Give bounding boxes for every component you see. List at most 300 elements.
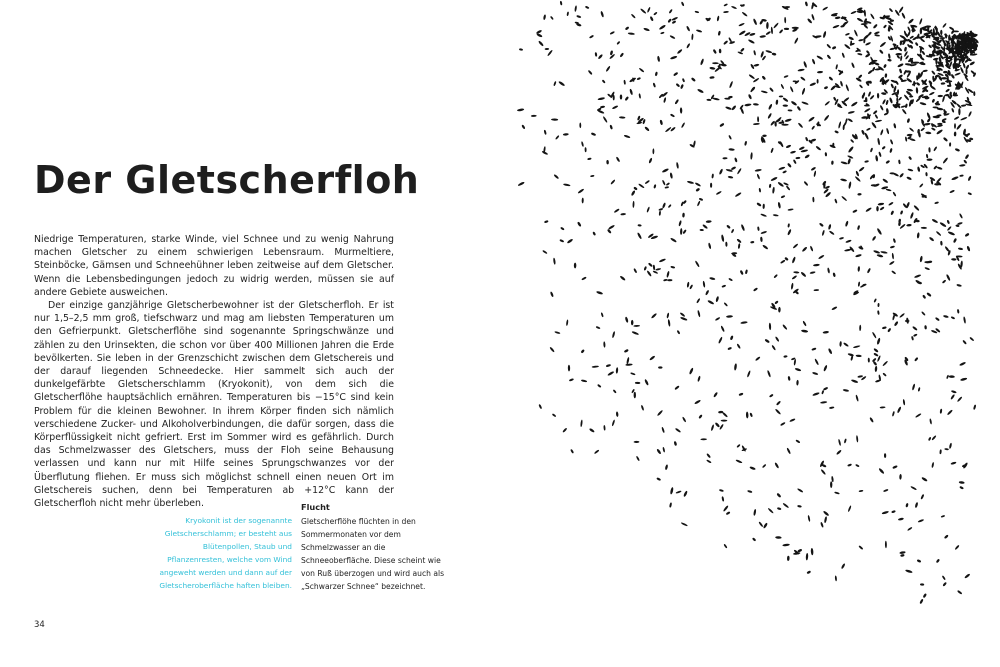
flea-mark bbox=[709, 277, 715, 281]
flea-mark bbox=[597, 109, 605, 114]
flea-mark bbox=[941, 82, 946, 85]
flea-mark bbox=[737, 168, 742, 175]
flea-mark bbox=[653, 265, 656, 271]
flea-mark bbox=[780, 422, 786, 426]
flea-mark bbox=[942, 279, 947, 283]
flea-mark bbox=[663, 97, 666, 103]
flea-mark bbox=[719, 123, 724, 128]
flea-mark bbox=[963, 159, 967, 164]
flea-mark bbox=[878, 151, 882, 157]
flea-mark bbox=[702, 224, 708, 229]
flea-mark bbox=[847, 158, 851, 164]
flea-mark bbox=[875, 155, 878, 162]
flea-mark bbox=[718, 336, 723, 343]
flea-mark bbox=[901, 12, 906, 19]
flea-mark bbox=[802, 320, 807, 326]
flea-mark bbox=[858, 74, 863, 79]
flea-mark bbox=[828, 224, 832, 230]
flea-mark bbox=[581, 379, 588, 382]
flea-mark bbox=[868, 91, 872, 97]
flea-mark bbox=[697, 376, 701, 382]
flea-mark bbox=[718, 31, 721, 36]
flea-mark bbox=[878, 202, 885, 205]
flea-mark bbox=[848, 36, 854, 41]
flea-mark bbox=[841, 563, 846, 569]
flea-mark bbox=[755, 169, 762, 172]
flea-mark bbox=[904, 47, 907, 52]
flea-mark bbox=[905, 136, 908, 141]
flea-mark bbox=[587, 157, 592, 160]
flea-mark bbox=[681, 1, 685, 6]
flea-mark bbox=[698, 414, 703, 419]
flea-mark bbox=[822, 6, 828, 11]
flea-mark bbox=[673, 72, 678, 77]
flea-mark bbox=[666, 271, 670, 278]
flea-mark bbox=[691, 34, 693, 41]
flea-mark bbox=[790, 86, 794, 93]
flea-mark bbox=[969, 61, 975, 66]
flea-mark bbox=[880, 251, 887, 254]
flea-mark bbox=[779, 95, 784, 97]
flea-mark bbox=[695, 182, 702, 187]
flea-mark bbox=[885, 160, 890, 164]
flea-mark bbox=[960, 377, 967, 381]
flea-mark bbox=[872, 174, 875, 179]
flea-mark bbox=[602, 116, 607, 123]
flea-mark bbox=[936, 559, 940, 564]
flea-mark bbox=[848, 146, 855, 153]
flea-mark bbox=[908, 18, 915, 24]
flea-mark bbox=[786, 144, 792, 148]
flea-mark bbox=[727, 347, 732, 351]
flea-mark bbox=[709, 67, 715, 70]
flea-mark bbox=[900, 554, 905, 557]
flea-mark bbox=[765, 50, 772, 54]
flea-mark bbox=[823, 331, 829, 334]
flea-mark bbox=[640, 8, 647, 14]
flea-mark bbox=[566, 11, 569, 16]
flea-mark bbox=[931, 98, 935, 103]
flea-mark bbox=[560, 1, 563, 6]
flea-mark bbox=[757, 116, 759, 122]
flea-mark bbox=[711, 173, 714, 178]
flea-mark bbox=[775, 408, 782, 415]
flea-mark bbox=[774, 462, 779, 469]
flea-mark bbox=[637, 224, 641, 227]
flea-mark bbox=[625, 363, 632, 366]
flea-mark bbox=[801, 101, 809, 105]
flea-mark bbox=[824, 86, 829, 90]
flea-mark bbox=[680, 201, 683, 206]
flea-mark bbox=[960, 116, 968, 120]
flea-mark bbox=[859, 325, 861, 331]
flea-mark bbox=[949, 26, 955, 31]
flea-mark bbox=[963, 316, 966, 323]
flea-mark bbox=[823, 365, 828, 372]
flea-mark bbox=[810, 271, 816, 274]
flea-mark bbox=[926, 112, 931, 120]
flea-mark bbox=[632, 201, 634, 208]
flea-mark bbox=[721, 234, 725, 242]
flea-mark bbox=[855, 464, 860, 468]
flea-mark bbox=[655, 268, 661, 271]
flea-mark bbox=[916, 87, 919, 94]
flea-mark bbox=[696, 29, 703, 33]
flea-mark bbox=[662, 180, 666, 186]
flea-mark bbox=[714, 66, 721, 72]
flea-mark bbox=[597, 97, 605, 101]
flea-mark bbox=[884, 73, 887, 78]
flea-mark bbox=[660, 32, 664, 35]
flea-mark bbox=[924, 267, 930, 271]
flea-mark bbox=[721, 496, 724, 501]
flea-mark bbox=[906, 224, 912, 227]
flea-mark bbox=[917, 166, 921, 172]
flea-mark bbox=[957, 309, 960, 314]
flea-mark bbox=[635, 382, 640, 384]
body-paragraph-2: Der einzige ganzjährige Gletscherbewohner ist der Gletscherfloh. Er ist nur 1,5–2,5 mm groß, tiefschwarz und mag am liebsten Temperaturen um den Gefrierpunkt. Gletscherflöhe sind sogenannte Springschwänze und zählen zu den Urinsekten, die schon vor über 400 Millionen Jahren die Erde bevölkerten. Sie leben in der Grenzschicht zwischen dem Gletschereis und der darauf liegenden Schneedecke. Hier sammelt sich auch der dunkelgefärbte Gletscherschlamm (Kryokonit), von dem sich die Gletscherflöhe hauptsächlich ernähren. Temperaturen bis −15°C sind kein Problem für die kleinen Bewohner. In ihrem Körper finden sich nämlich verschiedene Zucker- und Alkoholverbindungen, die dafür sorgen, dass die Körperflüssigkeit nicht gefriert. Erst im Sommer wird es gefährlich. Durch das Schmelzwasser des Gletschers, muss der Floh seine Behausung verlassen und kann nur mit Hilfe seines Sprungschwanzes vor der Überflutung fliehen. Er muss sich möglichst schnell einen neuen Ort im Gletschereis suchen, denn bei Temperaturen ab +12°C kann der Gletscherfloh nicht mehr überleben. bbox=[34, 300, 394, 510]
flea-mark bbox=[834, 199, 837, 204]
flea-mark bbox=[899, 474, 902, 480]
flea-mark bbox=[855, 254, 862, 258]
flea-mark bbox=[950, 461, 956, 465]
flea-mark bbox=[810, 246, 814, 252]
flea-mark bbox=[918, 387, 921, 392]
flea-mark bbox=[838, 439, 841, 446]
flea-mark bbox=[786, 447, 791, 454]
flea-mark bbox=[519, 48, 523, 51]
flea-mark bbox=[680, 312, 686, 317]
flea-mark bbox=[914, 357, 919, 362]
flea-mark bbox=[746, 412, 749, 419]
flea-mark bbox=[850, 139, 854, 143]
flea-mark bbox=[689, 367, 694, 374]
flea-mark bbox=[657, 56, 660, 62]
flea-mark bbox=[842, 21, 849, 27]
flea-mark bbox=[783, 355, 787, 358]
flea-mark bbox=[687, 181, 694, 185]
flea-mark bbox=[607, 371, 614, 377]
flea-mark bbox=[966, 246, 970, 252]
flea-mark bbox=[731, 105, 736, 111]
flea-mark bbox=[702, 281, 705, 288]
flea-mark bbox=[626, 357, 630, 365]
flea-mark bbox=[659, 211, 661, 216]
flea-mark bbox=[938, 95, 944, 98]
flea-mark bbox=[713, 392, 718, 398]
flea-mark bbox=[747, 370, 751, 377]
flea-mark bbox=[723, 505, 729, 512]
flea-mark bbox=[838, 121, 842, 129]
flea-mark bbox=[738, 243, 741, 249]
flea-mark bbox=[589, 35, 594, 39]
flea-mark bbox=[768, 104, 773, 111]
flea-mark bbox=[728, 135, 732, 140]
flea-mark bbox=[753, 287, 758, 292]
flea-mark bbox=[761, 75, 766, 80]
flea-mark bbox=[802, 246, 808, 252]
flea-mark bbox=[887, 59, 892, 62]
flea-mark bbox=[918, 519, 925, 523]
flea-mark bbox=[811, 166, 817, 171]
flea-mark bbox=[912, 383, 916, 390]
flea-mark bbox=[748, 94, 752, 100]
page-number: 34 bbox=[34, 620, 45, 630]
flea-mark bbox=[902, 108, 908, 114]
flea-mark bbox=[600, 11, 604, 18]
flea-mark bbox=[783, 104, 788, 106]
flea-mark bbox=[884, 453, 886, 458]
flea-mark bbox=[903, 94, 909, 101]
flea-mark bbox=[961, 104, 966, 107]
flea-mark bbox=[662, 202, 666, 208]
flea-mark bbox=[797, 505, 802, 508]
flea-mark bbox=[731, 229, 735, 234]
flea-mark bbox=[705, 290, 710, 296]
flea-mark bbox=[925, 131, 931, 134]
flea-mark bbox=[848, 353, 855, 357]
flea-mark bbox=[858, 39, 863, 42]
flea-mark bbox=[875, 366, 878, 372]
flea-mark bbox=[843, 97, 850, 103]
flea-mark bbox=[940, 30, 942, 35]
flea-mark bbox=[959, 481, 965, 484]
flea-mark bbox=[859, 490, 864, 493]
flea-mark bbox=[639, 67, 645, 72]
flea-mark bbox=[879, 105, 884, 111]
flea-mark bbox=[680, 107, 683, 113]
flea-mark bbox=[721, 420, 728, 422]
flea-mark bbox=[832, 46, 837, 50]
flea-mark bbox=[897, 406, 902, 413]
flea-mark bbox=[903, 399, 906, 405]
flea-mark bbox=[919, 56, 925, 61]
flea-mark bbox=[811, 347, 816, 351]
page-title: Der Gletscherfloh bbox=[34, 158, 420, 202]
flea-mark bbox=[749, 412, 753, 417]
flea-mark bbox=[616, 367, 619, 374]
flea-mark bbox=[682, 213, 685, 218]
flea-mark bbox=[965, 69, 967, 74]
flea-mark bbox=[908, 156, 912, 161]
flea-mark bbox=[950, 74, 955, 80]
flea-mark bbox=[920, 494, 924, 500]
flea-mark bbox=[724, 302, 729, 307]
flea-mark bbox=[579, 122, 581, 128]
flea-mark bbox=[876, 337, 880, 344]
flea-mark bbox=[828, 348, 833, 355]
flea-mark bbox=[652, 148, 654, 154]
flea-mark bbox=[813, 264, 820, 267]
flea-mark bbox=[741, 224, 746, 231]
flea-mark bbox=[760, 213, 767, 217]
flea-mark bbox=[755, 356, 761, 361]
flea-mark bbox=[585, 6, 590, 10]
flea-mark bbox=[880, 406, 886, 408]
flea-mark bbox=[782, 543, 790, 546]
flea-mark bbox=[873, 353, 878, 357]
flea-mark bbox=[942, 582, 947, 587]
flea-mark bbox=[560, 227, 565, 231]
flea-mark bbox=[893, 172, 900, 177]
flea-mark bbox=[648, 157, 652, 163]
flea-mark bbox=[919, 183, 924, 188]
flea-mark bbox=[659, 120, 663, 126]
flea-mark bbox=[939, 449, 942, 454]
flea-mark bbox=[795, 157, 800, 160]
flea-mark bbox=[740, 47, 745, 52]
flea-mark bbox=[631, 13, 636, 18]
flea-mark bbox=[740, 321, 747, 324]
flea-mark bbox=[923, 163, 928, 169]
flea-mark bbox=[773, 22, 779, 29]
flea-mark bbox=[820, 401, 827, 404]
kryokonit-sidenote: Kryokonit ist der sogenannte Gletscherschlamm; er besteht aus Blütenpollen, Staub und Pflanzenresten, welche vom Wind angeweht werden und dann auf der Gletscheroberfläche haften bleiben. bbox=[159, 516, 292, 590]
flea-mark bbox=[521, 124, 525, 129]
flea-mark bbox=[969, 337, 974, 342]
flea-mark bbox=[742, 11, 748, 17]
flea-mark bbox=[602, 79, 606, 83]
flea-mark bbox=[809, 82, 816, 87]
flea-mark bbox=[954, 132, 957, 137]
flea-mark bbox=[670, 487, 674, 495]
flea-mark bbox=[812, 197, 814, 203]
flea-mark bbox=[856, 355, 862, 358]
flea-mark bbox=[931, 435, 936, 441]
flea-mark bbox=[889, 8, 894, 13]
flea-mark bbox=[644, 126, 650, 132]
flea-mark bbox=[872, 236, 877, 242]
flea-mark bbox=[915, 42, 919, 47]
flea-mark bbox=[845, 239, 852, 243]
flea-mark bbox=[847, 505, 851, 512]
flea-mark bbox=[762, 204, 764, 209]
flea-mark bbox=[762, 244, 768, 250]
flea-mark bbox=[625, 26, 630, 30]
flea-mark bbox=[680, 316, 688, 321]
flea-mark bbox=[811, 14, 815, 21]
flea-mark bbox=[882, 372, 887, 376]
flea-mark bbox=[629, 89, 633, 96]
flea-mark bbox=[915, 413, 922, 418]
flea-mark bbox=[663, 279, 668, 282]
flea-mark bbox=[550, 16, 554, 20]
flea-mark bbox=[686, 26, 691, 32]
flea-mark bbox=[616, 156, 621, 162]
flea-mark bbox=[906, 176, 912, 181]
flea-mark bbox=[947, 409, 953, 415]
flea-mark bbox=[844, 438, 847, 443]
flea-mark bbox=[797, 68, 804, 71]
flea-mark bbox=[878, 468, 885, 475]
flea-mark bbox=[613, 95, 615, 101]
flea-mark bbox=[778, 166, 785, 170]
flea-mark bbox=[858, 545, 863, 550]
flea-mark bbox=[808, 116, 815, 122]
flea-mark bbox=[753, 63, 759, 66]
flea-mark bbox=[922, 294, 926, 299]
flea-mark bbox=[945, 88, 950, 92]
flea-mark bbox=[608, 224, 615, 230]
flea-mark bbox=[655, 71, 658, 76]
flea-mark bbox=[826, 44, 831, 49]
flea-mark bbox=[675, 428, 681, 433]
body-text bbox=[34, 233, 394, 510]
flea-mark bbox=[943, 137, 948, 142]
flea-mark bbox=[538, 404, 542, 409]
flea-mark bbox=[777, 507, 782, 510]
flea-mark bbox=[674, 385, 680, 390]
flea-mark bbox=[949, 443, 952, 449]
flea-mark bbox=[919, 18, 923, 25]
flea-mark bbox=[891, 270, 896, 275]
flea-mark bbox=[715, 422, 721, 428]
flea-mark bbox=[821, 390, 824, 395]
flea-mark bbox=[905, 503, 908, 508]
flea-mark bbox=[856, 17, 863, 22]
flea-mark bbox=[921, 50, 925, 55]
flea-mark bbox=[900, 55, 903, 61]
flea-mark bbox=[855, 170, 859, 176]
flea-mark bbox=[562, 427, 567, 432]
flea-mark bbox=[886, 188, 892, 191]
flea-mark bbox=[770, 148, 774, 154]
flea-mark bbox=[634, 392, 636, 399]
flea-mark bbox=[824, 101, 830, 107]
flea-mark bbox=[917, 232, 920, 238]
flea-mark bbox=[956, 123, 962, 130]
flea-mark bbox=[806, 570, 811, 574]
flea-mark bbox=[695, 188, 700, 192]
flea-mark bbox=[780, 84, 784, 90]
flea-mark bbox=[735, 459, 742, 464]
flea-mark bbox=[786, 185, 791, 190]
flea-mark bbox=[595, 52, 598, 57]
flea-mark bbox=[959, 213, 963, 219]
flea-mark bbox=[576, 15, 581, 18]
flea-mark bbox=[558, 81, 565, 87]
flea-mark bbox=[726, 315, 733, 318]
right-page-illustration bbox=[500, 0, 1000, 667]
flea-mark bbox=[606, 364, 611, 368]
flea-mark bbox=[893, 238, 896, 243]
flea-mark bbox=[879, 41, 886, 47]
flea-mark bbox=[873, 250, 880, 254]
flea-mark bbox=[756, 202, 761, 207]
flea-mark bbox=[763, 522, 768, 529]
flea-mark bbox=[728, 37, 732, 43]
flea-mark bbox=[845, 84, 849, 92]
flea-mark bbox=[667, 279, 672, 281]
flea-mark bbox=[600, 105, 605, 108]
flea-mark bbox=[931, 462, 934, 468]
flea-mark bbox=[723, 40, 728, 45]
flea-mark bbox=[713, 49, 718, 54]
flea-mark bbox=[912, 326, 918, 331]
flea-mark bbox=[812, 372, 818, 376]
flea-mark bbox=[659, 258, 666, 263]
flea-mark bbox=[771, 27, 774, 35]
flea-mark bbox=[612, 331, 616, 338]
flea-mark bbox=[637, 77, 642, 81]
flea-mark bbox=[956, 284, 962, 287]
flea-mark bbox=[624, 96, 629, 101]
flea-mark bbox=[877, 138, 880, 146]
flea-mark bbox=[792, 243, 798, 249]
flea-mark bbox=[958, 247, 963, 250]
flea-mark bbox=[657, 410, 664, 417]
flea-mark bbox=[797, 106, 802, 111]
